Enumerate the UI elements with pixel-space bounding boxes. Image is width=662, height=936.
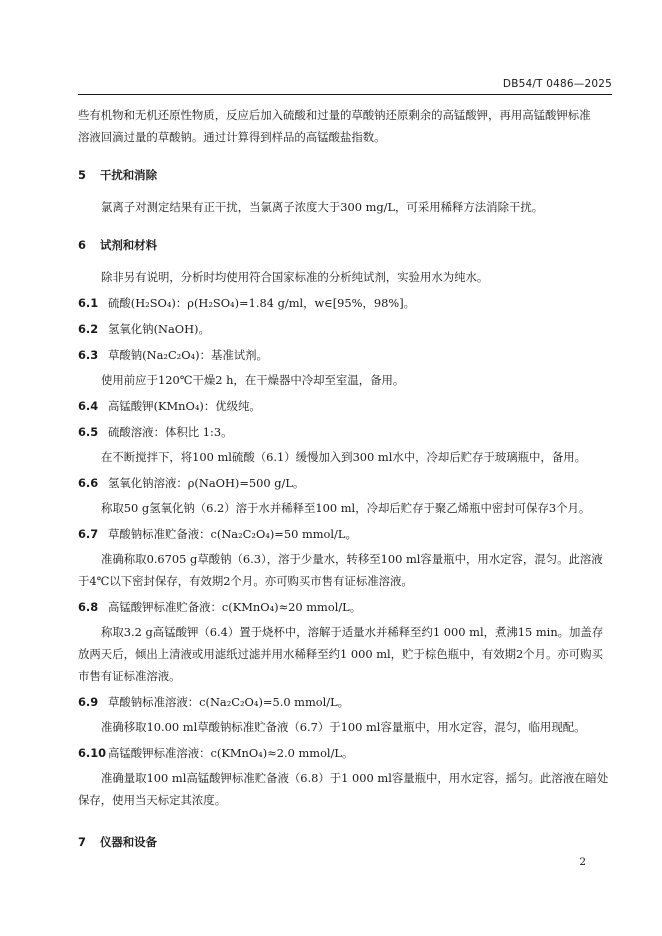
item-description <box>78 548 612 592</box>
item-description <box>78 369 612 391</box>
item-description <box>78 446 612 468</box>
item-text: 草酸钠标准溶液：c(Na₂C₂O₄)=5.0 mmol/L。 <box>108 695 350 709</box>
item-description-line: 称取3.2 g高锰酸钾（6.4）置于烧杯中，溶解于适量水并稀释至约1 000 ml，煮沸15 min。加盖存放 <box>78 625 604 661</box>
item-number: 6.3 <box>78 348 99 362</box>
reagent-item <box>78 742 612 764</box>
item-description <box>78 767 612 811</box>
item-text: 高锰酸钾标准溶液：c(KMnO₄)≈2.0 mmol/L。 <box>108 746 354 760</box>
section-number: 6 <box>78 238 86 252</box>
section-5-text: 氯离子对测定结果有正干扰，当氯离子浓度大于300 mg/L，可采用稀释方法消除干扰。 <box>101 200 544 214</box>
section-5-heading <box>78 166 612 184</box>
item-description-line: 称取50 g氢氧化钠（6.2）溶于水并稀释至100 ml，冷却后贮存于聚乙烯瓶中密封可保存3个月。 <box>101 501 591 515</box>
section-number: 7 <box>78 835 86 849</box>
item-number: 6.9 <box>78 695 99 709</box>
section-number: 5 <box>78 168 86 182</box>
item-text: 氢氧化钠溶液：ρ(NaOH)=500 g/L。 <box>108 476 305 490</box>
section-title: 仪器和设备 <box>100 835 157 849</box>
item-description <box>78 497 612 519</box>
item-description <box>78 621 612 687</box>
item-text: 草酸钠标准贮备液：c(Na₂C₂O₄)=50 mmol/L。 <box>108 527 357 541</box>
reagent-item <box>78 523 612 545</box>
item-description-line: 准确称取0.6705 g草酸钠（6.3），溶于少量水，转移至100 ml容量瓶中，用水定容，混匀。此溶液 <box>101 552 603 566</box>
reagent-item <box>78 596 612 618</box>
page-number: 2 <box>579 856 586 868</box>
item-description <box>78 716 612 738</box>
item-number: 6.5 <box>78 425 99 439</box>
item-description-line: 两天后，倾出上清液或用滤纸过滤并用水稀释至约1 000 ml，贮于棕色瓶中，有效期2个月。亦可购买 <box>89 647 603 661</box>
item-description-line: 准确移取10.00 ml草酸钠标准贮备液（6.7）于100 ml容量瓶中，用水定容，混匀，临用现配。 <box>101 720 586 734</box>
reagent-item <box>78 421 612 443</box>
reagent-list <box>78 292 612 811</box>
item-description-line: 于4℃以下密封保存，有效期2个月。亦可购买市售有证标准溶液。 <box>78 574 413 588</box>
item-text: 硫酸溶液：体积比 1:3。 <box>108 425 233 439</box>
reagent-item <box>78 395 612 417</box>
section-title: 干扰和消除 <box>100 168 157 182</box>
item-number: 6.4 <box>78 399 99 413</box>
item-description-line: 保存，使用当天标定其浓度。 <box>78 793 227 807</box>
section-7-heading <box>78 833 612 851</box>
document-body <box>78 104 612 863</box>
item-number: 6.1 <box>78 296 99 310</box>
item-number: 6.10 <box>78 746 107 760</box>
item-number: 6.7 <box>78 527 99 541</box>
reagent-item <box>78 318 612 340</box>
item-text: 硫酸(H₂SO₄)：ρ(H₂SO₄)=1.84 g/ml，w∈[95%，98%]。 <box>108 296 416 310</box>
section-6-heading <box>78 236 612 254</box>
item-number: 6.2 <box>78 322 99 336</box>
section-6-text: 除非另有说明，分析时均使用符合国家标准的分析纯试剂，实验用水为纯水。 <box>101 270 489 284</box>
section-title: 试剂和材料 <box>100 238 157 252</box>
item-description-line: 准确量取100 ml高锰酸钾标准贮备液（6.8）于1 000 ml容量瓶中，用水定容，摇匀。此溶液在暗处 <box>101 771 609 785</box>
item-number: 6.6 <box>78 476 99 490</box>
item-text: 草酸钠(Na₂C₂O₄)：基准试剂。 <box>108 348 268 362</box>
item-description-line: 使用前应于120℃干燥2 h，在干燥器中冷却至室温，备用。 <box>101 373 405 387</box>
header-rule <box>78 94 612 95</box>
intro-line-2: 溶液回滴过量的草酸钠。通过计算得到样品的高锰酸盐指数。 <box>78 130 386 144</box>
item-text: 氢氧化钠(NaOH)。 <box>108 322 210 336</box>
item-number: 6.8 <box>78 600 99 614</box>
item-text: 高锰酸钾(KMnO₄)：优级纯。 <box>108 399 261 413</box>
reagent-item <box>78 472 612 494</box>
reagent-item <box>78 691 612 713</box>
intro-line-1: 些有机物和无机还原性物质，反应后加入硫酸和过量的草酸钠还原剩余的高锰酸钾，再用高锰酸钾标准 <box>78 108 591 122</box>
item-description-line: 市售有证标准溶液。 <box>78 669 181 683</box>
standard-code: DB54/T 0486—2025 <box>502 78 612 90</box>
reagent-item <box>78 292 612 314</box>
item-description-line: 在不断搅拌下，将100 ml硫酸（6.1）缓慢加入到300 ml水中，冷却后贮存于玻璃瓶中，备用。 <box>101 450 587 464</box>
reagent-item <box>78 344 612 366</box>
item-text: 高锰酸钾标准贮备液：c(KMnO₄)≈20 mmol/L。 <box>108 600 362 614</box>
